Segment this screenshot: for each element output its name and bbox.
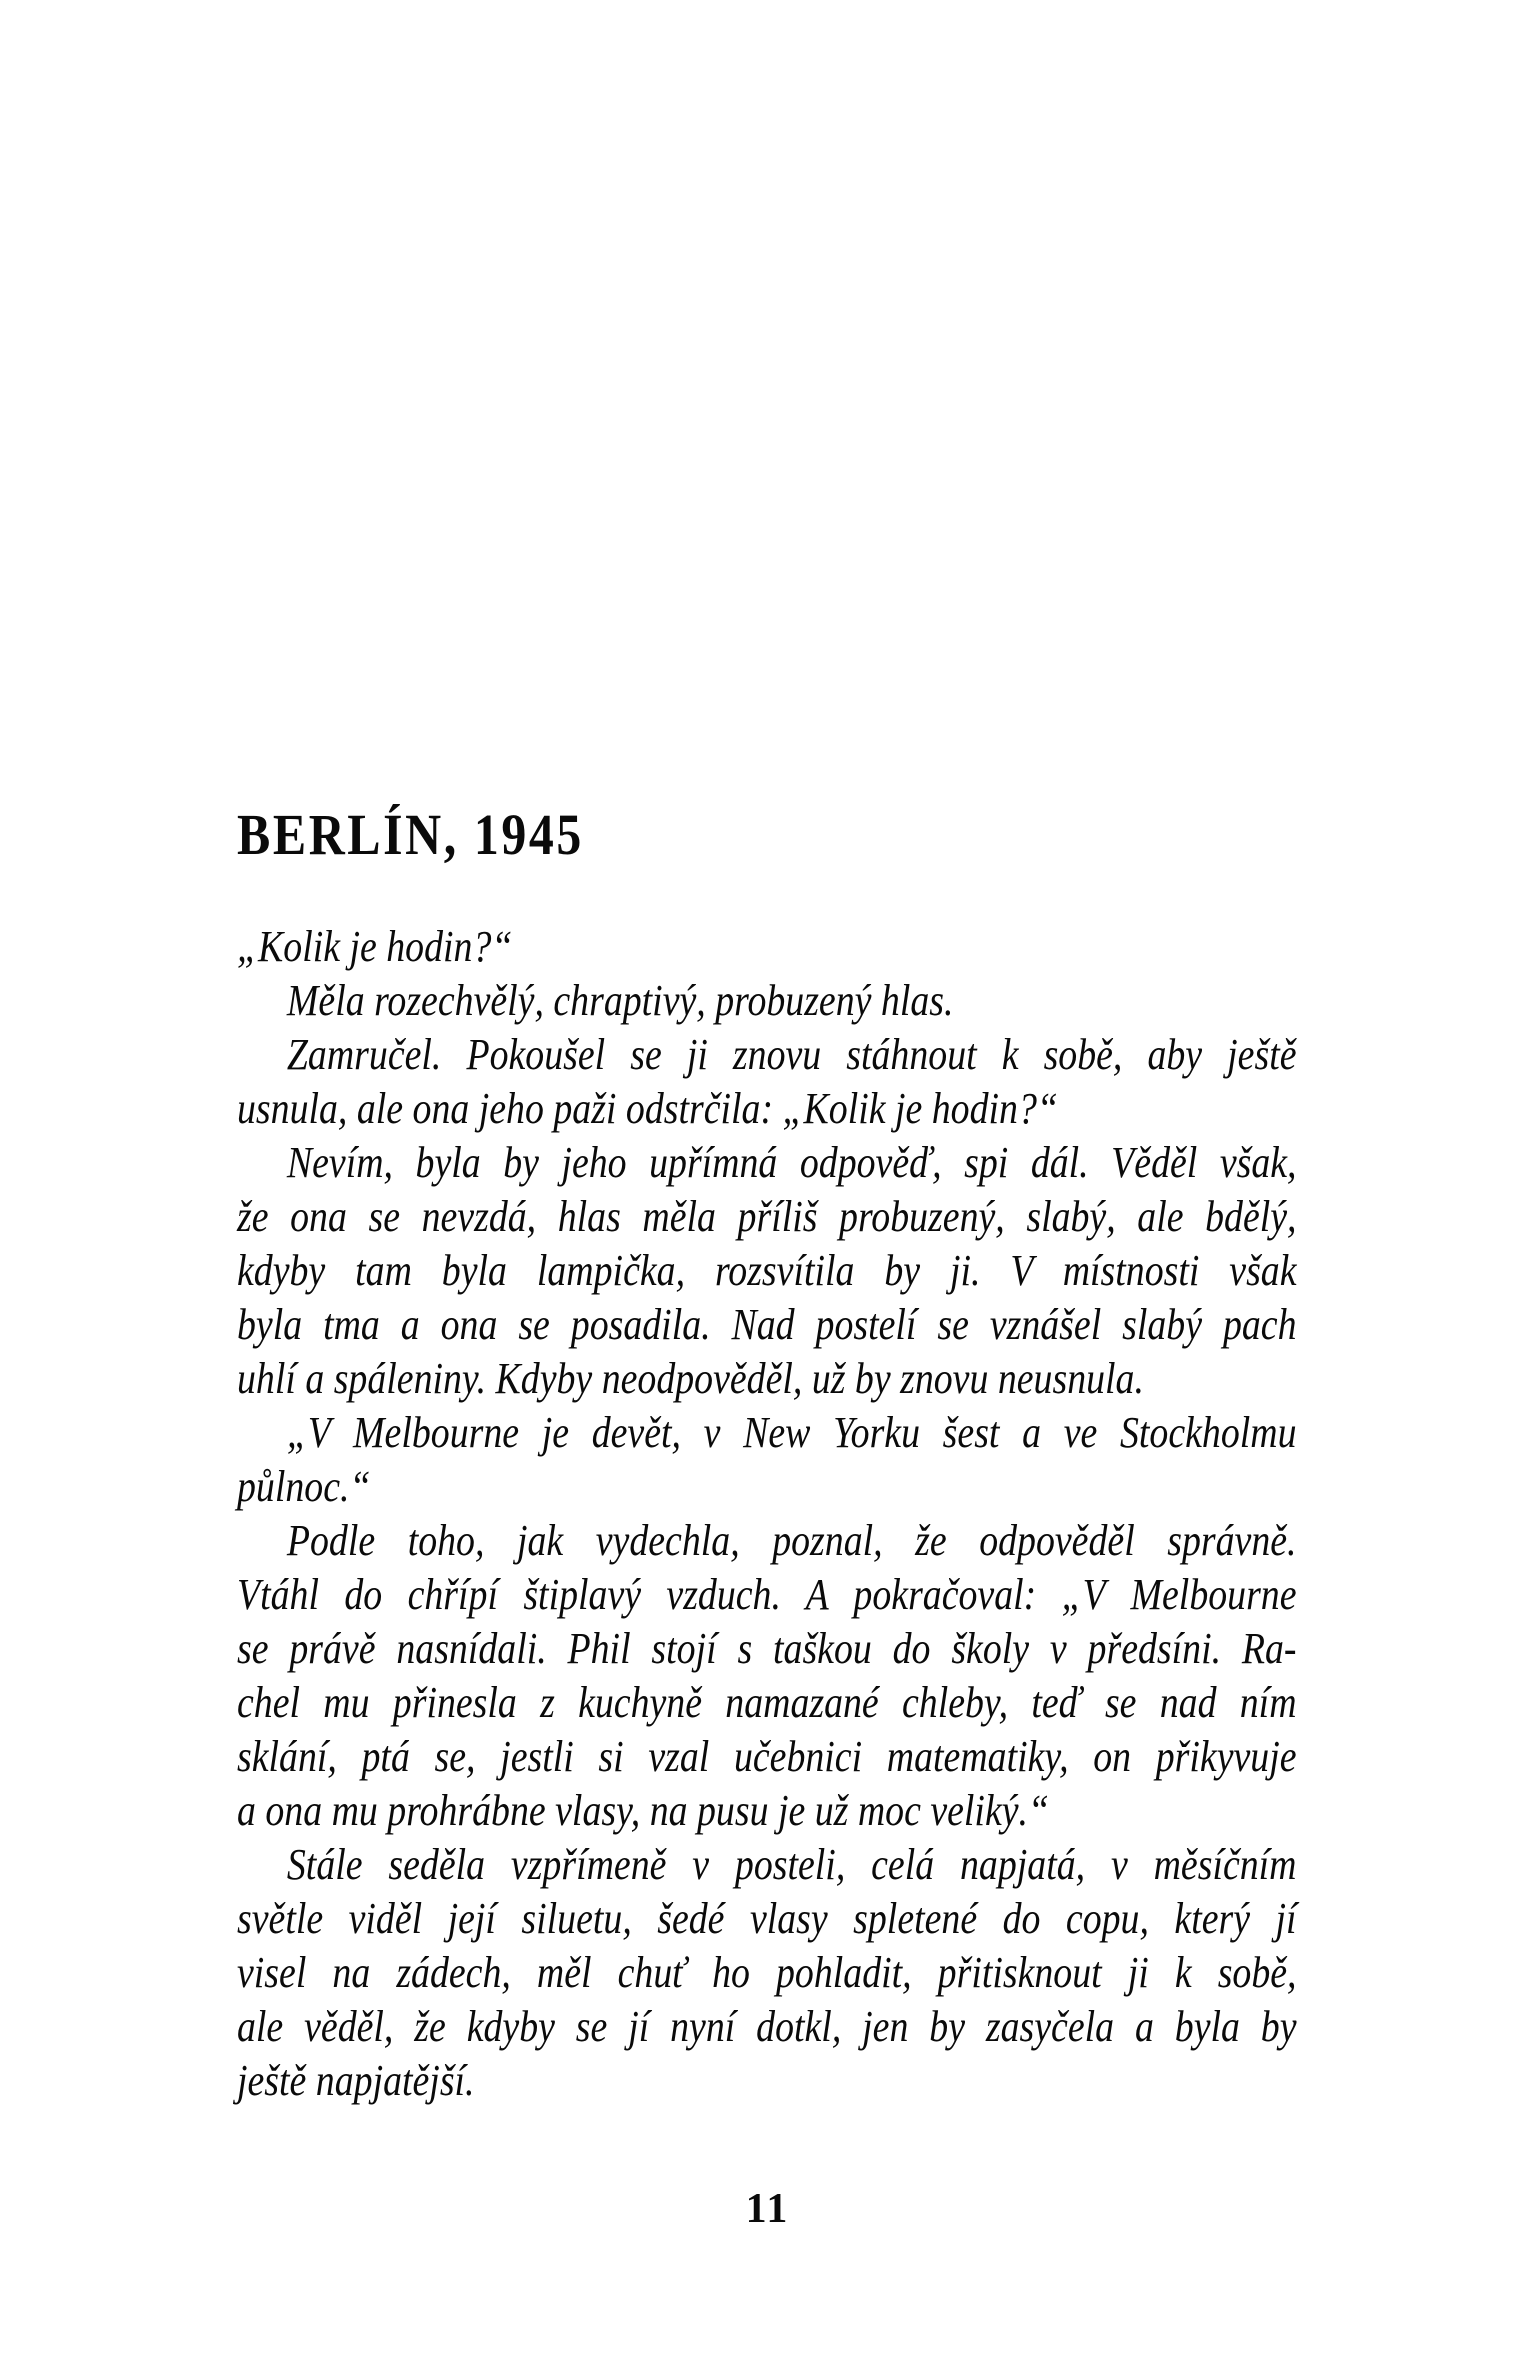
text-line: chel mu přinesla z kuchyně namazané chleby, teď se nad ním <box>237 1678 1297 1727</box>
text-line: půlnoc.“ <box>237 1462 371 1511</box>
text-line: uhlí a spáleniny. Kdyby neodpověděl, už by znovu neusnula. <box>237 1354 1144 1403</box>
chapter-heading: BERLÍN, 1945 <box>237 802 584 867</box>
text-block <box>237 802 1297 2108</box>
text-line: že ona se nevzdá, hlas měla příliš probuzený, slabý, ale bdělý, <box>237 1192 1297 1241</box>
text-line: Nevím, byla by jeho upřímná odpověď, spi dál. Věděl však, <box>286 1138 1297 1187</box>
text-line: sklání, ptá se, jestli si vzal učebnici matematiky, on přikyvuje <box>237 1732 1297 1781</box>
text-line: Vtáhl do chřípí štiplavý vzduch. A pokračoval: „V Melbourne <box>237 1570 1297 1619</box>
text-line: kdyby tam byla lampička, rozsvítila by ji. V místnosti však <box>237 1246 1297 1295</box>
text-line: ale věděl, že kdyby se jí nyní dotkl, jen by zasyčela a byla by <box>237 2002 1297 2051</box>
text-line: Stále seděla vzpřímeně v posteli, celá napjatá, v měsíčním <box>286 1840 1297 1889</box>
text-line: Měla rozechvělý, chraptivý, probuzený hlas. <box>286 976 954 1025</box>
text-line: byla tma a ona se posadila. Nad postelí se vznášel slabý pach <box>237 1300 1297 1349</box>
text-line: světle viděl její siluetu, šedé vlasy spletené do copu, který jí <box>237 1894 1297 1943</box>
text-line: visel na zádech, měl chuť ho pohladit, přitisknout ji k sobě, <box>237 1948 1297 1997</box>
text-line: a ona mu prohrábne vlasy, na pusu je už moc veliký.“ <box>237 1786 1050 1835</box>
text-line: „V Melbourne je devět, v New Yorku šest a ve Stockholmu <box>286 1408 1297 1457</box>
text-line: se právě nasnídali. Phil stojí s taškou do školy v předsíni. Ra- <box>237 1624 1297 1673</box>
text-line: „Kolik je hodin?“ <box>237 922 513 971</box>
page-number: 11 <box>745 2186 790 2232</box>
body-text <box>237 920 1297 2108</box>
text-line: ještě napjatější. <box>237 2056 475 2105</box>
text-line: Zamručel. Pokoušel se ji znovu stáhnout k sobě, aby ještě <box>286 1030 1297 1079</box>
text-line: Podle toho, jak vydechla, poznal, že odpověděl správně. <box>286 1516 1297 1565</box>
text-line: usnula, ale ona jeho paži odstrčila: „Kolik je hodin?“ <box>237 1084 1058 1133</box>
